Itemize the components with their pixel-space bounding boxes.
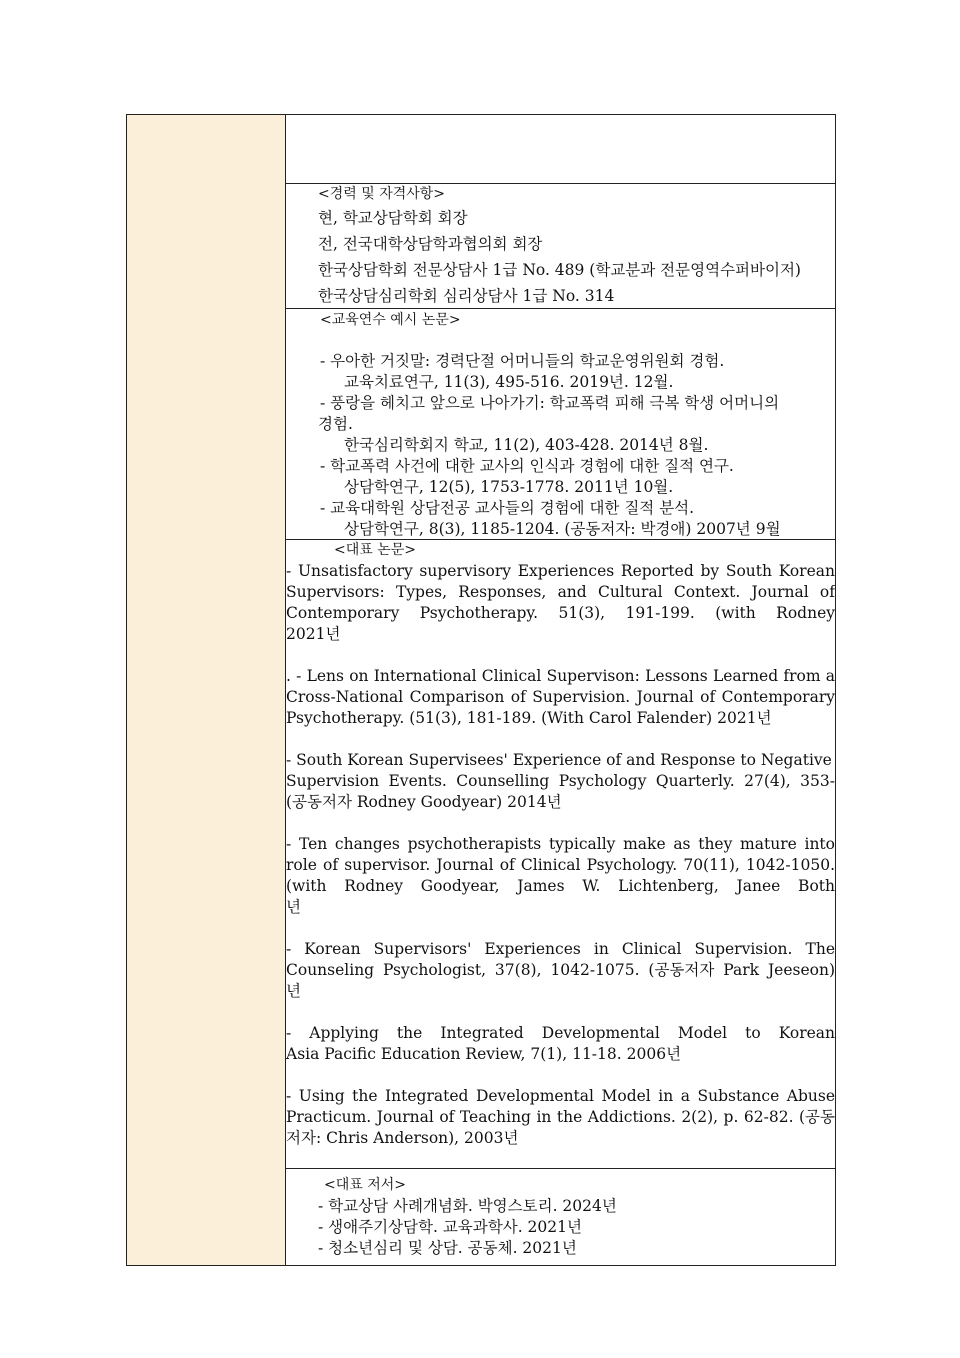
paper-line: role of supervisor. Journal of Clinical Psychology. 70(11), 1042-1050. (286, 856, 835, 874)
career-item: 한국상담심리학회 심리상담사 1급 No. 314 (318, 287, 615, 305)
training-line: - 학교폭력 사건에 대한 교사의 인식과 경험에 대한 질적 연구. (320, 457, 734, 475)
paper-line: - Using the Integrated Developmental Model in a Substance Abuse (286, 1087, 835, 1105)
paper-line: Supervisors: Types, Responses, and Cultural Context. Journal of (286, 583, 835, 601)
training-line: 경험. (318, 415, 353, 433)
training-section (286, 309, 835, 540)
paper-line: - Ten changes psychotherapists typically make as they mature into (286, 835, 835, 853)
paper-line: . - Lens on International Clinical Supervison: Lessons Learned from a (286, 667, 835, 685)
profile-table (126, 114, 836, 1266)
paper-line: - South Korean Supervisees' Experience of and Response to Negative (286, 751, 832, 769)
training-heading: <교육연수 예시 논문> (320, 312, 461, 328)
career-item: 현, 학교상담학회 회장 (318, 209, 468, 227)
books-heading: <대표 저서> (324, 1177, 407, 1193)
paper-line: Psychotherapy. (51(3), 181-189. (With Carol Falender) 2021년 (286, 709, 772, 727)
empty-cell (286, 115, 835, 184)
book-item: - 생애주기상담학. 교육과학사. 2021년 (318, 1218, 582, 1236)
paper-line: (공동저자 Rodney Goodyear) 2014년 (286, 793, 562, 811)
career-item: 전, 전국대학상담학과협의회 회장 (318, 235, 543, 253)
paper-line: 년 (286, 898, 301, 916)
paper-line: 년 (286, 982, 301, 1000)
training-line: - 교육대학원 상담전공 교사들의 경험에 대한 질적 분석. (320, 499, 695, 517)
label-column (127, 115, 286, 1265)
paper-line: Cross-National Comparison of Supervision. Journal of Contemporary (286, 688, 835, 706)
career-section (286, 184, 835, 309)
training-line: 상담학연구, 8(3), 1185-1204. (공동저자: 박경애) 2007년 9월 (344, 520, 781, 538)
training-line: 교육치료연구, 11(3), 495-516. 2019년. 12월. (344, 373, 674, 391)
paper-line: Counseling Psychologist, 37(8), 1042-1075. (공동저자 Park Jeeseon) (286, 961, 835, 979)
book-item: - 청소년심리 및 상담. 공동체. 2021년 (318, 1239, 577, 1257)
training-line: 한국심리학회지 학교, 11(2), 403-428. 2014년 8월. (344, 436, 709, 454)
paper-line: 저자: Chris Anderson), 2003년 (286, 1129, 519, 1147)
training-line: - 풍랑을 헤치고 앞으로 나아가기: 학교폭력 피해 극복 학생 어머니의 (320, 394, 780, 412)
career-heading: <경력 및 자격사항> (318, 186, 446, 202)
paper-line: (with Rodney Goodyear, James W. Lichtenberg, Janee Both (286, 877, 835, 895)
papers-heading: <대표 논문> (334, 542, 417, 558)
training-line: 상담학연구, 12(5), 1753-1778. 2011년 10월. (344, 478, 674, 496)
training-line: - 우아한 거짓말: 경력단절 어머니들의 학교운영위원회 경험. (320, 352, 725, 370)
paper-line: - Unsatisfactory supervisory Experiences Reported by South Korean (286, 562, 835, 580)
paper-line: 2021년 (286, 625, 341, 643)
book-item: - 학교상담 사례개념화. 박영스토리. 2024년 (318, 1197, 617, 1215)
paper-line: - Applying the Integrated Developmental Model to Korean (286, 1024, 835, 1042)
paper-line: Asia Pacific Education Review, 7(1), 11-18. 2006년 (286, 1045, 682, 1063)
paper-line: Practicum. Journal of Teaching in the Addictions. 2(2), p. 62-82. (공동 (286, 1108, 835, 1126)
paper-line: - Korean Supervisors' Experiences in Clinical Supervision. The (286, 940, 835, 958)
paper-line: Supervision Events. Counselling Psychology Quarterly. 27(4), 353- (286, 772, 835, 790)
paper-line: Contemporary Psychotherapy. 51(3), 191-199. (with Rodney (286, 604, 835, 622)
papers-section (286, 540, 835, 1169)
books-section (286, 1169, 835, 1265)
career-item: 한국상담학회 전문상담사 1급 No. 489 (학교분과 전문영역수퍼바이저) (318, 261, 801, 279)
